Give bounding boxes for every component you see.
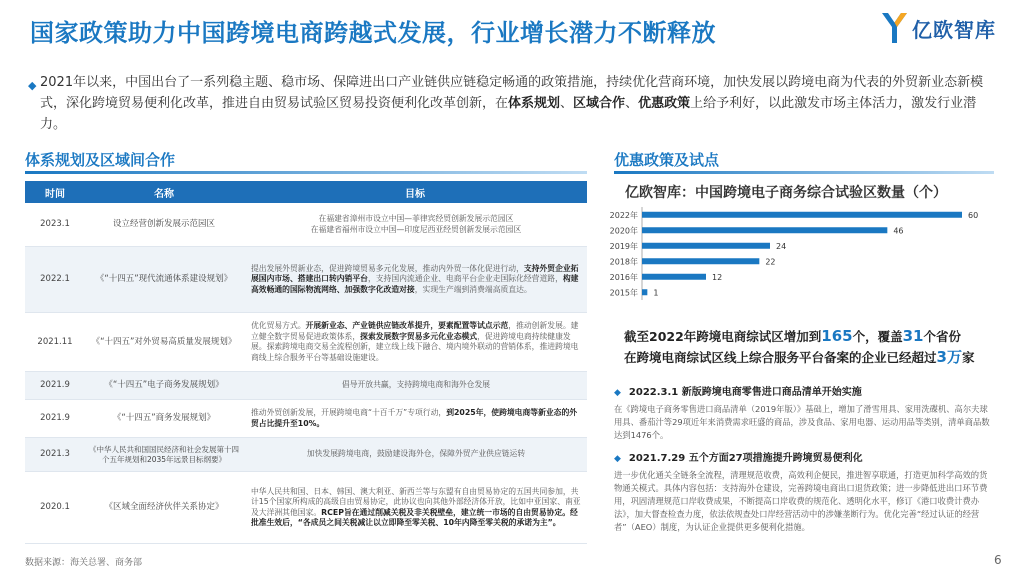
- bar-value-label: 22: [765, 257, 776, 267]
- logo: [880, 8, 1010, 48]
- row-time: 2021.9: [40, 413, 70, 423]
- intro-text: 上给予利好，以此激发市场主体活力，激发行业潜力。: [40, 96, 977, 132]
- callout-text: 个省份: [923, 329, 962, 344]
- row-name: 《区域全面经济伙伴关系协定》: [104, 502, 224, 512]
- callout-line: [624, 326, 994, 347]
- policy-table: [25, 181, 587, 544]
- bar: [642, 212, 962, 218]
- header-time: 时间: [45, 188, 65, 200]
- goal-text: 优化贸易方式。: [251, 321, 306, 330]
- row-goal: 加快发展跨境电商，鼓励建设海外仓，保障外贸产业供应链运转: [306, 449, 526, 459]
- goal-text: ，推动创新发展。建立健全数字贸易促进政策体系，: [251, 321, 579, 341]
- row-goal: 在福建省漳州市设立中国—菲律宾经贸创新发展示范园区 在福建省福州市设立中国—印度尼西亚经贸创新发展示范园区: [310, 214, 522, 234]
- row-name: 《“十四五”对外贸易高质量发展规划》: [91, 336, 237, 347]
- intro-keyword: 体系规划: [508, 96, 561, 111]
- row-goal: [243, 483, 587, 533]
- right-section-title: 优惠政策及试点: [614, 151, 720, 169]
- bar-value-label: 46: [893, 226, 904, 236]
- header-goal: 目标: [405, 188, 425, 200]
- bar-chart: [608, 205, 988, 309]
- policy-heading-text: 2022.3.1 新版跨境电商零售进口商品清单开始实施: [628, 387, 862, 398]
- goal-highlight: 探索发展数字贸易多元化业态模式: [360, 331, 478, 341]
- row-time: 2022.1: [40, 274, 70, 284]
- left-section-title: 体系规划及区域间合作: [25, 151, 176, 169]
- policy-item: [614, 386, 994, 442]
- category-label: 2015年: [609, 288, 638, 298]
- goal-text: 推动外贸创新发展，开展跨境电商“十百千万”专项行动，: [251, 408, 447, 417]
- callout-number: 3万: [936, 348, 962, 366]
- bar-value-label: 24: [776, 241, 787, 251]
- policy-heading-text: 2021.7.29 五个方面27项措施提升跨境贸易便利化: [628, 453, 863, 464]
- data-source: 数据来源：海关总署、商务部: [25, 558, 143, 568]
- left-section-divider: [25, 171, 587, 174]
- goal-text: ，支持国内流通企业、电商平台企业走国际化经营道路，: [367, 274, 563, 284]
- table-row: [25, 313, 587, 372]
- intro-separator: 、: [560, 96, 574, 111]
- row-goal: 倡导开放共赢，支持跨境电商和海外仓发展: [341, 380, 491, 390]
- row-time: 2021.11: [37, 336, 73, 347]
- row-goal: [243, 260, 587, 300]
- policy-heading: [614, 452, 994, 466]
- intro-paragraph: [28, 72, 995, 135]
- callout-text: 家: [961, 350, 975, 365]
- row-name: 设立经营创新发展示范园区: [112, 219, 215, 229]
- callout-text: 在跨境电商综试区线上综合服务平台备案的企业已经超过: [624, 350, 937, 365]
- bar: [642, 274, 706, 280]
- row-goal: [243, 317, 587, 367]
- right-section-divider: [614, 171, 994, 174]
- intro-keyword: 优惠政策: [638, 96, 691, 111]
- row-time: 2021.3: [40, 449, 70, 459]
- policy-heading: [614, 386, 994, 400]
- bar-value-label: 1: [653, 288, 659, 298]
- row-time: 2020.1: [40, 502, 70, 512]
- diamond-bullet-icon: ◆: [614, 454, 621, 464]
- category-label: 2020年: [609, 226, 638, 236]
- goal-highlight: 支持外贸企业拓展国内市场、搭建出口转内销平台: [251, 263, 579, 284]
- row-time: 2023.1: [40, 219, 70, 229]
- table-row: [25, 438, 587, 472]
- table-row: [25, 400, 587, 438]
- goal-text: 提出发展外贸新业态，促进跨境贸易多元化发展，推动内外贸一体化促进行动，: [251, 263, 524, 273]
- row-name: 《中华人民共和国国民经济和社会发展第十四个五年规划和2035年远景目标纲要》: [89, 445, 239, 464]
- header-name: 名称: [154, 188, 174, 200]
- goal-text: 中华人民共和国、日本、韩国、澳大利亚、新西兰等与东盟有自由贸易协定的五国共同参加，共计15个国家所构成的高级自由贸易协定，此协议也向其他外部经济体开放，比如中亚国家、南亚及大洋洲其他国家。: [251, 486, 581, 517]
- row-goal: [243, 404, 587, 433]
- callout-number: 165: [821, 327, 853, 345]
- policy-item: [614, 452, 994, 534]
- goal-text: ，促进跨境电商持续健康发展。探索跨境电商交易全流程创新，建立线上线下融合、境内境外联动的营销体系，推进跨境电商线上综合服务平台等基础设施建设。: [251, 331, 579, 362]
- diamond-bullet-icon: ◆: [28, 79, 37, 92]
- diamond-bullet-icon: ◆: [614, 388, 621, 398]
- policy-body: 在《跨境电子商务零售进口商品清单（2019年版）》基础上，增加了滑雪用具、家用洗碟机、高尔夫球用具、番茄汁等29项近年来消费需求旺盛的商品，涉及食品、家用电器、运动用品等类别，清单商品数达到1476个。: [614, 404, 990, 440]
- goal-text: ，实现生产端到消费端高质直达。: [414, 284, 532, 294]
- intro-separator: 、: [625, 96, 639, 111]
- logo-icon: [880, 11, 908, 45]
- bar-chart-svg: [608, 205, 988, 309]
- table-row: [25, 372, 587, 400]
- page-number: 6: [994, 553, 1002, 567]
- table-row: [25, 472, 587, 544]
- goal-highlight: 开展新业态、产业链供应链改革提升，要素配置等试点示范: [305, 321, 509, 330]
- logo-text: 亿欧智库: [912, 17, 996, 42]
- category-label: 2018年: [609, 257, 638, 267]
- category-label: 2016年: [609, 272, 638, 282]
- category-label: 2022年: [609, 210, 638, 220]
- row-time: 2021.9: [40, 380, 70, 390]
- table-row: [25, 203, 587, 247]
- goal-highlight: 到2025年，使跨境电商等新业态的外贸占比提升至10%。: [251, 408, 578, 428]
- intro-text: 2021年以来，中国出台了一系列稳主题、稳市场、保障进出口产业链供应链稳定畅通的政策措施，持续优化营商环境，加快发展以跨境电商为代表的外贸新业态新模式，深化跨境贸易便利化改革，推进自由贸易试验区贸易投资便利化改革创新，在: [40, 75, 984, 111]
- bar: [642, 289, 647, 295]
- goal-highlight: 构建高效畅通的国际物流网络、加强数字化改造对接: [251, 274, 579, 294]
- row-name: 《“十四五”商务发展规划》: [112, 413, 216, 423]
- bar: [642, 243, 770, 249]
- callout-text: 个，覆盖: [852, 329, 903, 344]
- row-name: 《“十四五”电子商务发展规划》: [104, 380, 224, 390]
- table-row: [25, 247, 587, 313]
- callout-text: 截至2022年跨境电商综试区增加到: [624, 329, 822, 344]
- row-name: 《“十四五”现代流通体系建设规划》: [95, 274, 233, 284]
- bar: [642, 227, 887, 233]
- bar-value-label: 12: [712, 272, 723, 282]
- goal-highlight: RCEP旨在通过削减关税及非关税壁垒，建立统一市场的自由贸易协定。经批准生效后，“各成员之间关税减让以立即降至零关税、10年内降至零关税的承诺为主”。: [251, 507, 578, 527]
- chart-title: 亿欧智库：中国跨境电子商务综合试验区数量（个）: [625, 185, 947, 201]
- intro-keyword: 区域合作: [573, 96, 626, 111]
- policy-body: 进一步优化通关全链条全流程，清理规范收费，高效利企便民，推进智享联通，打造更加科学高效的货物通关模式。具体内容包括：支持海外仓建设，完善跨境电商出口退货政策；进一步降低进出口环节费用，巩固清理规范口岸收费成果，不断提高口岸收费的规范化、透明化水平，修订《港口收费计费办法》，加大督查检查力度，依法依规查处口岸经营活动中的涉嫌垄断行为。优化完善“经过认证的经营者”（AEO）制度，为认证企业提供更多便利化措施。: [614, 470, 988, 532]
- category-label: 2019年: [609, 241, 638, 251]
- bar-value-label: 60: [968, 210, 979, 220]
- stats-callout: [624, 326, 994, 368]
- table-header: [25, 181, 587, 203]
- bar: [642, 258, 759, 264]
- page-title: 国家政策助力中国跨境电商跨越式发展，行业增长潜力不断释放: [30, 19, 716, 47]
- callout-number: 31: [902, 327, 924, 345]
- callout-line: [624, 347, 994, 368]
